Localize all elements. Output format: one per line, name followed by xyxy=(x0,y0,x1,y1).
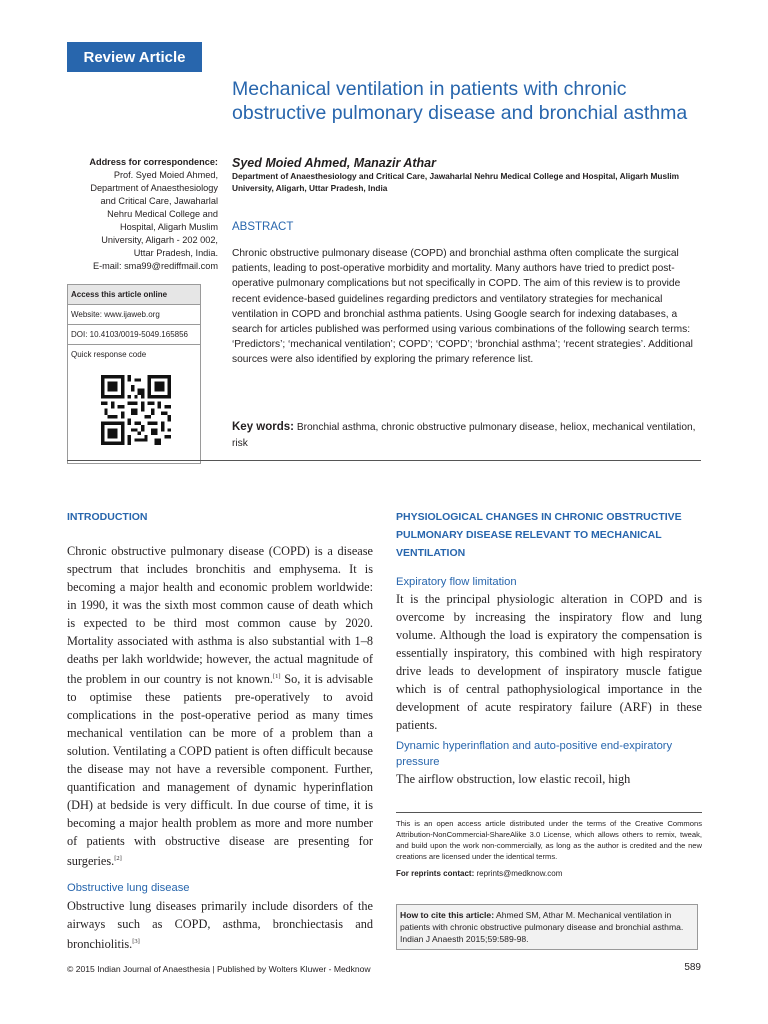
citation-ref[interactable]: [1] xyxy=(273,673,281,680)
intro-paragraph-part: Chronic obstructive pulmonary disease (COPD) is a disease spectrum that includes bronchitis and emphysema. It is becoming a major health and economic problem worldwide: in 1990, it was the sixth most common cause of death which is expected to be third most common cause by 2020. Mortality associated with asthma is also substantial with 1–8 deaths per lakh worldwide; however, the actual magnitude of the problem in our country is not known. xyxy=(67,544,373,687)
article-title xyxy=(232,77,732,125)
divider xyxy=(67,460,701,461)
section-heading-introduction: INTRODUCTION xyxy=(67,511,148,523)
intro-paragraph-part: So, it is advisable to optimise these patients pre-operatively to avoid complications in the post-operative period as many times mechanical ventilation can be more of a problem than a solution. Ventilating a COPD patient is often difficult because the disease may not have a reversible component. Further, quantification and management of dynamic hyperinflation (DH) at bedside is very difficult. In due course of time, it is becoming a major health problem as more and more number of patients with obstructive disease are presenting for surgeries. xyxy=(67,672,373,869)
subsection-heading-obstructive: Obstructive lung disease xyxy=(67,882,190,894)
correspondence-line: Nehru Medical College and xyxy=(107,209,218,219)
correspondence-address xyxy=(40,156,218,273)
cite-text: Ahmed SM, Athar M. Mechanical ventilation in patients with chronic obstructive pulmonary disease and bronchial asthma. Indian J Anaesth 2015;59:589-98. xyxy=(400,910,684,944)
page-number: 589 xyxy=(684,962,701,973)
authors: Syed Moied Ahmed, Manazir Athar xyxy=(232,156,436,170)
correspondence-label: Address for correspondence: xyxy=(89,157,218,167)
correspondence-line: University, Aligarh - 202 002, xyxy=(101,235,218,245)
keywords-list: Bronchial asthma, chronic obstructive pulmonary disease, heliox, mechanical ventilation, risk xyxy=(232,422,696,449)
article-type-badge: Review Article xyxy=(67,42,202,72)
citation-ref[interactable]: [3] xyxy=(132,938,140,945)
website-link[interactable]: Website: www.ijaweb.org xyxy=(68,305,200,325)
citation-box xyxy=(396,904,698,950)
correspondence-line: Prof. Syed Moied Ahmed, xyxy=(113,170,218,180)
affiliation: Department of Anaesthesiology and Critical Care, Jawaharlal Nehru Medical College and Hospital, Aligarh Muslim University, Aligarh, Uttar Pradesh, India xyxy=(232,171,680,193)
introduction-text xyxy=(67,542,373,870)
citation-ref[interactable]: [2] xyxy=(114,855,122,863)
correspondence-line: Uttar Pradesh, India. xyxy=(133,248,218,258)
qr-code-icon[interactable] xyxy=(101,375,171,445)
abstract-heading: ABSTRACT xyxy=(232,221,294,233)
qr-label: Quick response code xyxy=(71,350,147,359)
subsection-heading-expiratory: Expiratory flow limitation xyxy=(396,576,517,588)
footer-copyright: © 2015 Indian Journal of Anaesthesia | Published by Wolters Kluwer - Medknow xyxy=(67,964,371,974)
correspondence-email[interactable]: E-mail: sma99@rediffmail.com xyxy=(92,261,218,271)
reprints-label: For reprints contact: xyxy=(396,869,475,878)
subsection-heading-dynamic: Dynamic hyperinflation and auto-positive end-expiratory pressure xyxy=(396,740,673,768)
keywords xyxy=(232,420,704,451)
reprints-contact xyxy=(396,869,702,878)
access-online-box xyxy=(67,284,201,464)
reprints-email[interactable]: reprints@medknow.com xyxy=(474,869,563,878)
cite-label: How to cite this article: xyxy=(400,910,495,920)
abstract-text: Chronic obstructive pulmonary disease (COPD) and bronchial asthma often complicate the surgical patients, leading to post-operative morbidity and mortality. Many authors have tried to predict post-operative pulmonary complications but not specifically in COPD. The aim of this review is to provide recent evidence-based guidelines regarding predictors and ventilatory strategies for mechanical ventilation in COPD and bronchial asthma patients. Using Google search for indexing databases, a search for articles published was performed using various combinations of the following search terms: ‘Predictors’; ‘mechanical ventilation’; COPD’; ‘COPD’; ‘bronchial asthma’; ‘recent strategies’. Additional sources were also identified by exploring the primary reference list. xyxy=(232,248,693,366)
dynamic-text: The airflow obstruction, low elastic recoil, high xyxy=(396,772,631,786)
title-line-2: obstructive pulmonary disease and bronchial asthma xyxy=(232,102,688,124)
section-heading-physiological: PHYSIOLOGICAL CHANGES IN CHRONIC OBSTRUCTIVE PULMONARY DISEASE RELEVANT TO MECHANICAL VENTILATION xyxy=(396,511,682,559)
doi-link[interactable]: DOI: 10.4103/0019-5049.165856 xyxy=(68,325,200,345)
divider xyxy=(396,812,702,813)
title-line-1: Mechanical ventilation in patients with chronic xyxy=(232,78,627,100)
obstructive-text xyxy=(67,897,373,953)
keywords-label: Key words: xyxy=(232,421,294,433)
correspondence-line: and Critical Care, Jawaharlal xyxy=(100,196,218,206)
obstructive-paragraph: Obstructive lung diseases primarily include disorders of the airways such as COPD, asthma, bronchiectasis and bronchiolitis. xyxy=(67,899,373,952)
correspondence-line: Hospital, Aligarh Muslim xyxy=(119,222,218,232)
open-access-note: This is an open access article distributed under the terms of the Creative Commons Attribution-NonCommercial-ShareAlike 3.0 License, which allows others to remix, tweak, and build upon the work non-commercially, as long as the author is credited and the new creations are licensed under the identical terms. xyxy=(396,819,702,861)
expiratory-text: It is the principal physiologic alteration in COPD and is overcome by increasing the inspiratory flow and lung volume. Although the load is expiratory the compensation is essentially inspiratory, this combined with high respiratory drive leads to development of inspiratory muscle fatigue which is of central pathophysiological importance in the development of acute respiratory failure (ARF) in these patients. xyxy=(396,592,702,732)
correspondence-line: Department of Anaesthesiology xyxy=(90,183,218,193)
access-header: Access this article online xyxy=(68,285,200,305)
